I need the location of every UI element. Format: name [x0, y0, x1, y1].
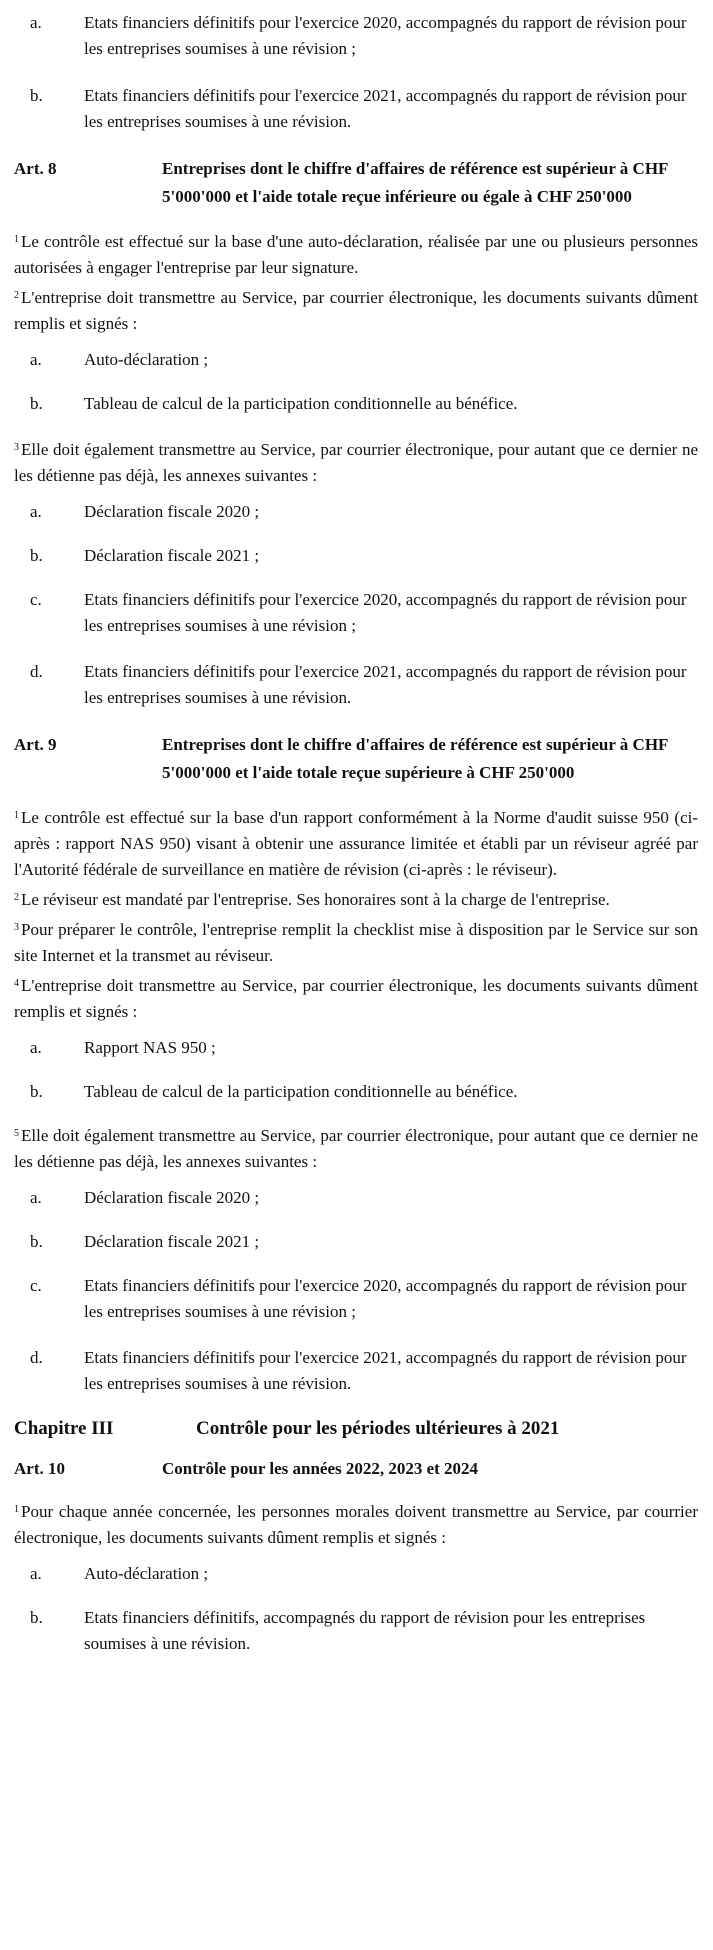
list-label: c. [30, 1276, 42, 1295]
list-label: b. [30, 1082, 43, 1101]
paragraph-text: Pour préparer le contrôle, l'entreprise remplit la checklist mise à disposition par le Service sur son site Internet et la transmet au réviseur. [14, 920, 698, 965]
list-label: c. [30, 590, 42, 609]
list-text: Auto-déclaration ; [84, 350, 209, 369]
paragraph [14, 285, 698, 337]
list-label: b. [30, 546, 43, 565]
list-label: a. [30, 1564, 42, 1583]
list-text: Déclaration fiscale 2020 ; [84, 1188, 260, 1207]
list-item [14, 1605, 698, 1657]
paragraph-number: 3 [14, 442, 19, 453]
list-label: b. [30, 86, 43, 105]
list-text: Déclaration fiscale 2020 ; [84, 502, 260, 521]
list-text: Etats financiers définitifs pour l'exercice 2020, accompagnés du rapport de révision pour les entreprises soumises à une révision ; [84, 13, 687, 58]
list-label: a. [30, 13, 42, 32]
paragraph-text: L'entreprise doit transmettre au Service, par courrier électronique, les documents suivants dûment remplis et signés : [14, 976, 698, 1021]
list-label: b. [30, 394, 43, 413]
paragraph-text: L'entreprise doit transmettre au Service, par courrier électronique, les documents suivants dûment remplis et signés : [14, 288, 698, 333]
list-item [14, 1035, 698, 1061]
list-label: a. [30, 1038, 42, 1057]
list-item [14, 1079, 698, 1105]
list-text: Etats financiers définitifs pour l'exercice 2020, accompagnés du rapport de révision pour les entreprises soumises à une révision ; [84, 590, 687, 635]
list-item [14, 1185, 698, 1211]
list-item [14, 1345, 698, 1397]
list-item [14, 659, 698, 711]
chapter-heading [14, 1415, 698, 1443]
list-item [14, 499, 698, 525]
list-text: Tableau de calcul de la participation conditionnelle au bénéfice. [84, 1082, 518, 1101]
paragraph [14, 917, 698, 969]
article-heading-10 [14, 1455, 698, 1483]
paragraph-number: 4 [14, 978, 19, 989]
article-title: Entreprises dont le chiffre d'affaires de référence est supérieur à CHF 5'000'000 et l'aide totale reçue inférieure ou égale à CHF 250'000 [162, 159, 668, 206]
list-label: a. [30, 350, 42, 369]
list-item [14, 587, 698, 639]
article-heading-9 [14, 731, 698, 787]
paragraph-text: Elle doit également transmettre au Service, par courrier électronique, pour autant que ce dernier ne les détienne pas déjà, les annexes suivantes : [14, 440, 698, 485]
list-label: a. [30, 1188, 42, 1207]
paragraph [14, 887, 698, 913]
list-label: d. [30, 1348, 43, 1367]
paragraph-number: 1 [14, 1504, 19, 1515]
paragraph-number: 3 [14, 922, 19, 933]
article-title: Contrôle pour les années 2022, 2023 et 2024 [162, 1459, 479, 1478]
list-item [14, 1229, 698, 1255]
list-item [14, 543, 698, 569]
paragraph-number: 2 [14, 892, 19, 903]
article-heading-8 [14, 155, 698, 211]
list-item [14, 1273, 698, 1325]
list-item [14, 83, 698, 135]
list-item [14, 10, 698, 62]
list-text: Tableau de calcul de la participation conditionnelle au bénéfice. [84, 394, 518, 413]
paragraph [14, 229, 698, 281]
paragraph-number: 2 [14, 290, 19, 301]
paragraph-number: 5 [14, 1128, 19, 1139]
paragraph-text: Le contrôle est effectué sur la base d'un rapport conformément à la Norme d'audit suisse 950 (ci-après : rapport NAS 950) visant à obtenir une assurance limitée et établi par un réviseur agréé par l'Autorité fédérale de surveillance en matière de révision (ci-après : le réviseur). [14, 808, 698, 879]
list-text: Rapport NAS 950 ; [84, 1038, 216, 1057]
paragraph [14, 1123, 698, 1175]
article-title: Entreprises dont le chiffre d'affaires de référence est supérieur à CHF 5'000'000 et l'aide totale reçue supérieure à CHF 250'000 [162, 735, 668, 782]
list-text: Déclaration fiscale 2021 ; [84, 546, 260, 565]
chapter-title: Contrôle pour les périodes ultérieures à 2021 [196, 1418, 560, 1439]
list-text: Etats financiers définitifs, accompagnés du rapport de révision pour les entreprises soumises à une révision. [84, 1608, 646, 1653]
list-text: Etats financiers définitifs pour l'exercice 2020, accompagnés du rapport de révision pour les entreprises soumises à une révision ; [84, 1276, 687, 1321]
paragraph [14, 1499, 698, 1551]
list-label: b. [30, 1608, 43, 1627]
list-item [14, 347, 698, 373]
document-page [14, 0, 698, 1657]
article-number: Art. 9 [14, 735, 57, 754]
paragraph [14, 973, 698, 1025]
list-text: Etats financiers définitifs pour l'exercice 2021, accompagnés du rapport de révision pour les entreprises soumises à une révision. [84, 1348, 687, 1393]
list-label: d. [30, 662, 43, 681]
paragraph-text: Pour chaque année concernée, les personnes morales doivent transmettre au Service, par courrier électronique, les documents suivants dûment remplis et signés : [14, 1502, 698, 1547]
chapter-number: Chapitre III [14, 1418, 114, 1439]
list-item [14, 391, 698, 417]
list-text: Etats financiers définitifs pour l'exercice 2021, accompagnés du rapport de révision pour les entreprises soumises à une révision. [84, 662, 687, 707]
list-item [14, 1561, 698, 1587]
list-text: Déclaration fiscale 2021 ; [84, 1232, 260, 1251]
list-label: b. [30, 1232, 43, 1251]
paragraph-text: Elle doit également transmettre au Service, par courrier électronique, pour autant que ce dernier ne les détienne pas déjà, les annexes suivantes : [14, 1126, 698, 1171]
list-label: a. [30, 502, 42, 521]
paragraph-text: Le contrôle est effectué sur la base d'une auto-déclaration, réalisée par une ou plusieurs personnes autorisées à engager l'entreprise par leur signature. [14, 232, 698, 277]
list-text: Etats financiers définitifs pour l'exercice 2021, accompagnés du rapport de révision pour les entreprises soumises à une révision. [84, 86, 687, 131]
paragraph [14, 805, 698, 883]
list-text: Auto-déclaration ; [84, 1564, 209, 1583]
article-number: Art. 10 [14, 1459, 65, 1478]
paragraph-text: Le réviseur est mandaté par l'entreprise. Ses honoraires sont à la charge de l'entreprise. [21, 890, 610, 909]
paragraph [14, 437, 698, 489]
article-number: Art. 8 [14, 159, 57, 178]
paragraph-number: 1 [14, 810, 19, 821]
paragraph-number: 1 [14, 234, 19, 245]
